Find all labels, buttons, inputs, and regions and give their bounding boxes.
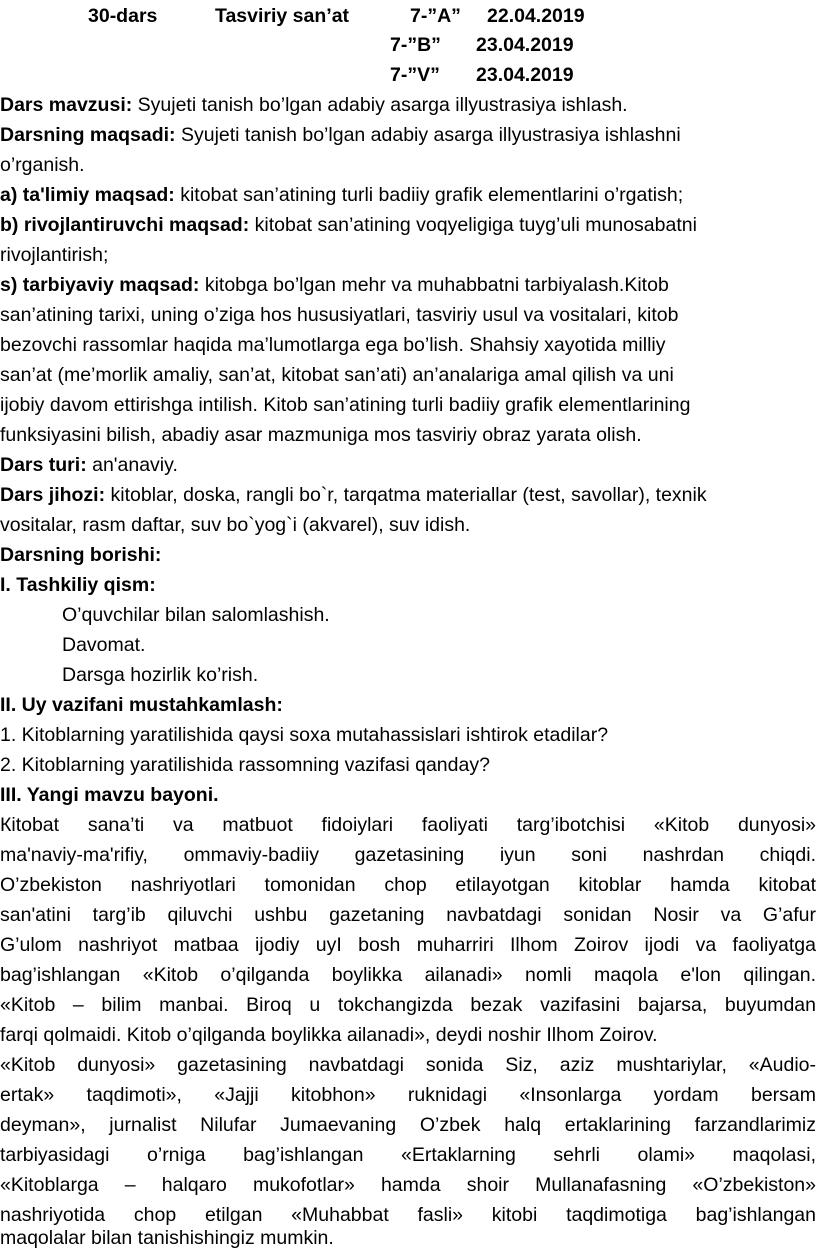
- aim-s-line: san’atining tarixi, uning o’ziga hos hususiyatlari, tasviriy usul va vositalari, kitob: [0, 304, 679, 326]
- section-1-item: Davomat.: [62, 634, 146, 656]
- paragraph-line: «Kitob – bilim manbai. Biroq u tokchangizda bezak vazifasini bajarsa, buyumdan: [0, 994, 816, 1016]
- paragraph-line: ma'naviy-ma'rifiy, ommaviy-badiiy gazetasining iyun soni nashrdan chiqdi.: [0, 844, 816, 866]
- equipment-label: Dars jihozi:: [0, 484, 106, 506]
- aim-s-line: san’at (me’morlik amaliy, san’at, kitobat san’ati) an’analariga amal qilish va uni: [0, 364, 674, 386]
- aim-text-continued: o’rganish.: [0, 154, 85, 176]
- section-1-title: I. Tashkiliy qism:: [0, 574, 156, 596]
- aim-s-line: bezovchi rassomlar haqida ma’lumotlarga ega bo’lish. Shahsiy xayotida milliy: [0, 334, 666, 356]
- class-label-v: 7-”V”: [390, 64, 440, 86]
- type-label: Dars turi:: [0, 454, 87, 476]
- paragraph-line: san'atini targ’ib qiluvchi ushbu gazetaning navbatdagi sonidan Nosir va G’afur: [0, 904, 816, 926]
- class-label-b: 7-”B”: [390, 34, 441, 56]
- paragraph-line: Кitobat sana’ti va matbuot fidoiylari faoliyati targ’ibotchisi «Kitob dunyosi»: [0, 814, 816, 836]
- aim-label: Darsning maqsadi:: [0, 124, 176, 146]
- lesson-aim-continued: [0, 149, 816, 181]
- topic-label: Dars mavzusi:: [0, 94, 133, 116]
- section-2-item: 2. Kitoblarning yaratilishida rassomning vazifasi qanday?: [0, 754, 490, 776]
- paragraph-line: O’zbekiston nashriyotlari tomonidan chop etilayotgan kitoblar hamda kitobat: [0, 874, 816, 896]
- section-3-title: III. Yangi mavzu bayoni.: [0, 784, 219, 806]
- paragraph-line: deyman», jurnalist Nilufar Jumaevaning O’zbek halq ertaklarining farzandlarimiz: [0, 1114, 816, 1136]
- subject-title: Tasviriy san’at: [215, 5, 350, 27]
- equipment-text: kitoblar, doska, rangli bo`r, tarqatma materiallar (test, savollar), texnik: [105, 484, 707, 506]
- lesson-type: [0, 449, 816, 481]
- lesson-equipment-continued: vositalar, rasm daftar, suv bo`yog`i (akvarel), suv idish.: [0, 514, 471, 536]
- aim-s-text: kitobga bo’lgan mehr va muhabbatni tarbiyalash.Kitob: [199, 274, 669, 296]
- type-text: an'anaviy.: [86, 454, 178, 476]
- aim-a-text: kitobat san’atining turli badiiy grafik elementlarini o’rgatish;: [174, 184, 684, 206]
- paragraph-line: G’ulom nashriyot matbaa ijodiy uyI bosh muharriri Ilhom Zoirov ijodi va faoliyatga: [0, 934, 816, 956]
- section-2-title: II. Uy vazifani mustahkamlash:: [0, 694, 283, 716]
- aim-text: Syujeti tanish bo’lgan adabiy asarga illyustrasiya ishlashni: [175, 124, 681, 146]
- aim-s-label: s) tarbiyaviy maqsad:: [0, 274, 200, 296]
- class-date-a: 22.04.2019: [487, 5, 585, 27]
- aim-a-label: a) ta'limiy maqsad:: [0, 184, 175, 206]
- aim-developmental: [0, 209, 816, 241]
- section-2-item: 1. Kitoblarning yaratilishida qaysi soxa mutahassislari ishtirok etadilar?: [0, 724, 609, 746]
- aim-upbringing: [0, 269, 816, 301]
- aim-b-text-continued: rivojlantirish;: [0, 244, 109, 266]
- section-1-item: Darsga hozirlik ko’rish.: [62, 664, 259, 686]
- paragraph-line: maqolalar bilan tanishishingiz mumkin.: [0, 1227, 334, 1249]
- paragraph-line: farqi qolmaidi. Kitob o’qilganda boylikka ailanadi», deydi noshir Ilhom Zoirov.: [0, 1024, 658, 1046]
- paragraph-line: «Kitoblarga – halqaro mukofotlar» hamda shoir Mullanafasning «O’zbekiston»: [0, 1174, 816, 1196]
- lesson-number: 30-dars: [88, 5, 158, 27]
- class-date-b: 23.04.2019: [476, 34, 574, 56]
- lesson-equipment: [0, 479, 816, 511]
- class-label-a: 7-”A”: [410, 5, 461, 27]
- aim-s-line: ijobiy davom ettirishga intilish. Kitob san’atining turli badiiy grafik elementlarining: [0, 394, 691, 416]
- paragraph-line: «Kitob dunyosi» gazetasining navbatdagi sonida Siz, aziz mushtariylar, «Audio-: [0, 1054, 816, 1076]
- aim-s-line: funksiyasini bilish, abadiy asar mazmuniga mos tasviriy obraz yarata olish.: [0, 424, 642, 446]
- section-1-item: O’quvchilar bilan salomlashish.: [62, 604, 330, 626]
- paragraph-line: ertak» taqdimoti», «Jajji kitobhon» ruknidagi «Insonlarga yordam bersam: [0, 1084, 816, 1106]
- aim-educational: [0, 179, 816, 211]
- lesson-topic: [0, 89, 816, 121]
- aim-b-label: b) rivojlantiruvchi maqsad:: [0, 214, 250, 236]
- paragraph-line: nashriyotida chop etilgan «Muhabbat fasli» kitobi taqdimotiga bag’ishlangan: [0, 1204, 816, 1226]
- paragraph-line: tarbiyasidagi o’rniga bag’ishlangan «Ertaklarning sehrli olami» maqolasi,: [0, 1144, 816, 1166]
- progress-title: Darsning borishi:: [0, 544, 162, 566]
- aim-b-text: kitobat san’atining voqyeligiga tuyg’uli munosabatni: [249, 214, 697, 236]
- class-date-v: 23.04.2019: [476, 64, 574, 86]
- paragraph-line: bag’ishlangan «Kitob o’qilganda boylikka ailanadi» nomli maqola e'lon qilingan.: [0, 964, 816, 986]
- topic-text: Syujeti tanish bo’lgan adabiy asarga illyustrasiya ishlash.: [132, 94, 628, 116]
- lesson-aim: [0, 119, 816, 151]
- aim-developmental-continued: [0, 239, 816, 271]
